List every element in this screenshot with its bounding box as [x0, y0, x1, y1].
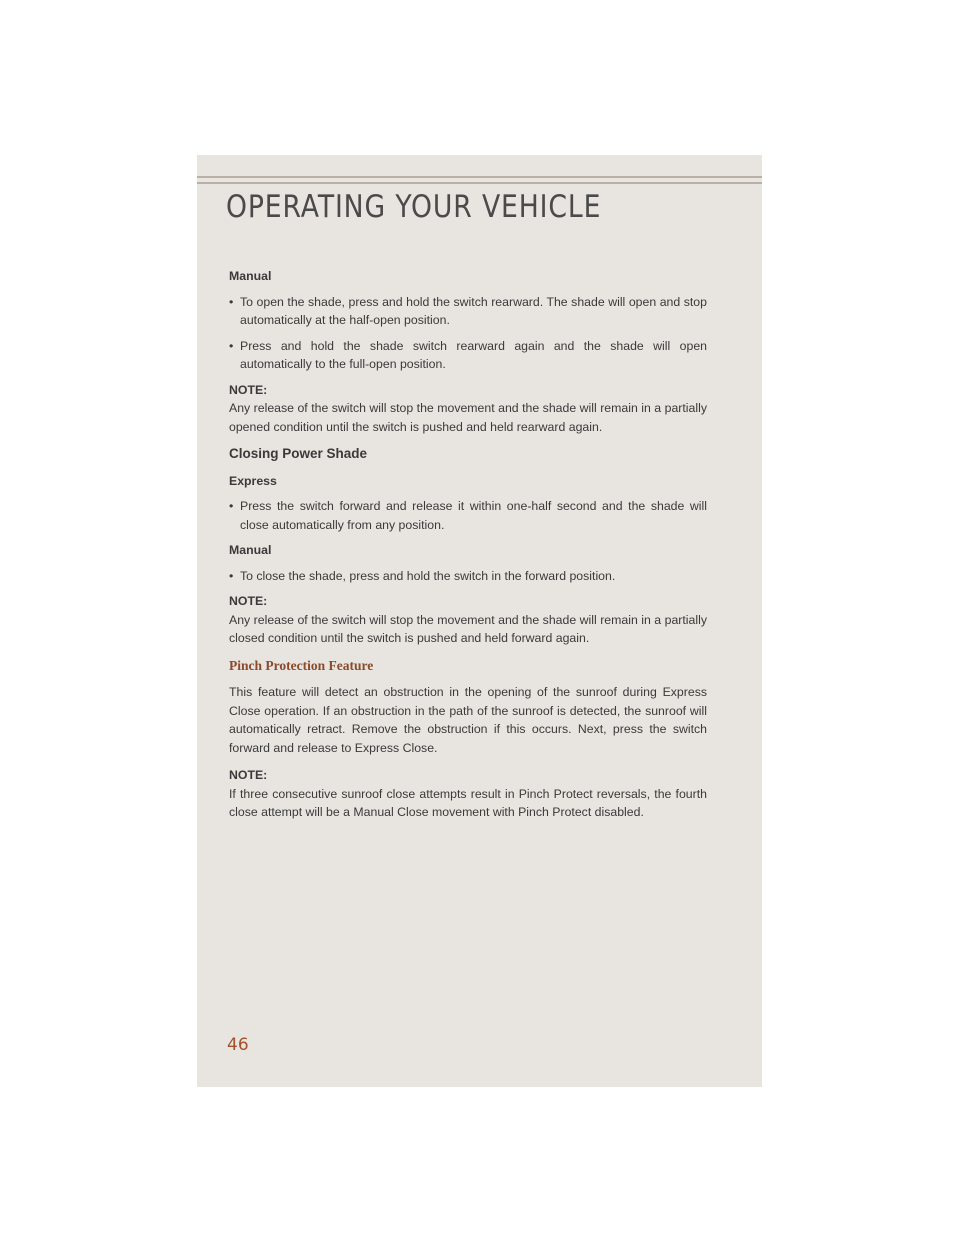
note-label: NOTE:	[229, 594, 268, 608]
bullet-text: Press the switch forward and release it within one-half second and the shade will close automatically from any position.	[240, 499, 707, 532]
express-subheading: Express	[229, 473, 277, 488]
header-rule-bottom	[197, 182, 762, 184]
closing-heading: Closing Power Shade	[229, 446, 368, 461]
bullet-text: To open the shade, press and hold the switch rearward. The shade will open and stop automatically at the half-open position.	[240, 294, 707, 327]
pinch-protection-paragraph: This feature will detect an obstruction in the opening of the sunroof during Express Close operation. If an obstruction in the path of the sunroof is detected, the sunroof will automatically retract. Remove the obstruction if this occurs. Next, press the switch forward and release to Express Close.	[229, 685, 707, 755]
bullet-icon: •	[229, 499, 234, 513]
page-content	[229, 267, 707, 831]
section-title: OPERATING YOUR VEHICLE	[226, 189, 602, 225]
bullet-icon: •	[229, 294, 234, 309]
page-number: 46	[227, 1035, 249, 1055]
bullet-icon: •	[229, 338, 234, 353]
note-label: NOTE:	[229, 382, 268, 397]
note-text: Any release of the switch will stop the movement and the shade will remain in a partially opened condition until the switch is pushed and held rearward again.	[229, 401, 707, 434]
manual-open-subheading: Manual	[229, 269, 272, 283]
pinch-protection-heading: Pinch Protection Feature	[229, 657, 374, 673]
list-item	[229, 567, 707, 586]
bullet-icon: •	[229, 568, 234, 583]
manual-close-subheading: Manual	[229, 543, 272, 557]
manual-page	[197, 155, 762, 1087]
bullet-text: Press and hold the shade switch rearward again and the shade will open automatically to the full-open position.	[240, 338, 707, 371]
list-item	[229, 293, 707, 330]
list-item	[229, 337, 707, 374]
list-item	[229, 497, 707, 534]
note-text: If three consecutive sunroof close attempts result in Pinch Protect reversals, the fourth close attempt will be a Manual Close movement with Pinch Protect disabled.	[229, 786, 707, 819]
note-text: Any release of the switch will stop the movement and the shade will remain in a partially closed condition until the switch is pushed and held forward again.	[229, 612, 707, 645]
bullet-text: To close the shade, press and hold the switch in the forward position.	[240, 568, 616, 583]
header-rule-top	[197, 176, 762, 178]
note-label: NOTE:	[229, 768, 268, 782]
